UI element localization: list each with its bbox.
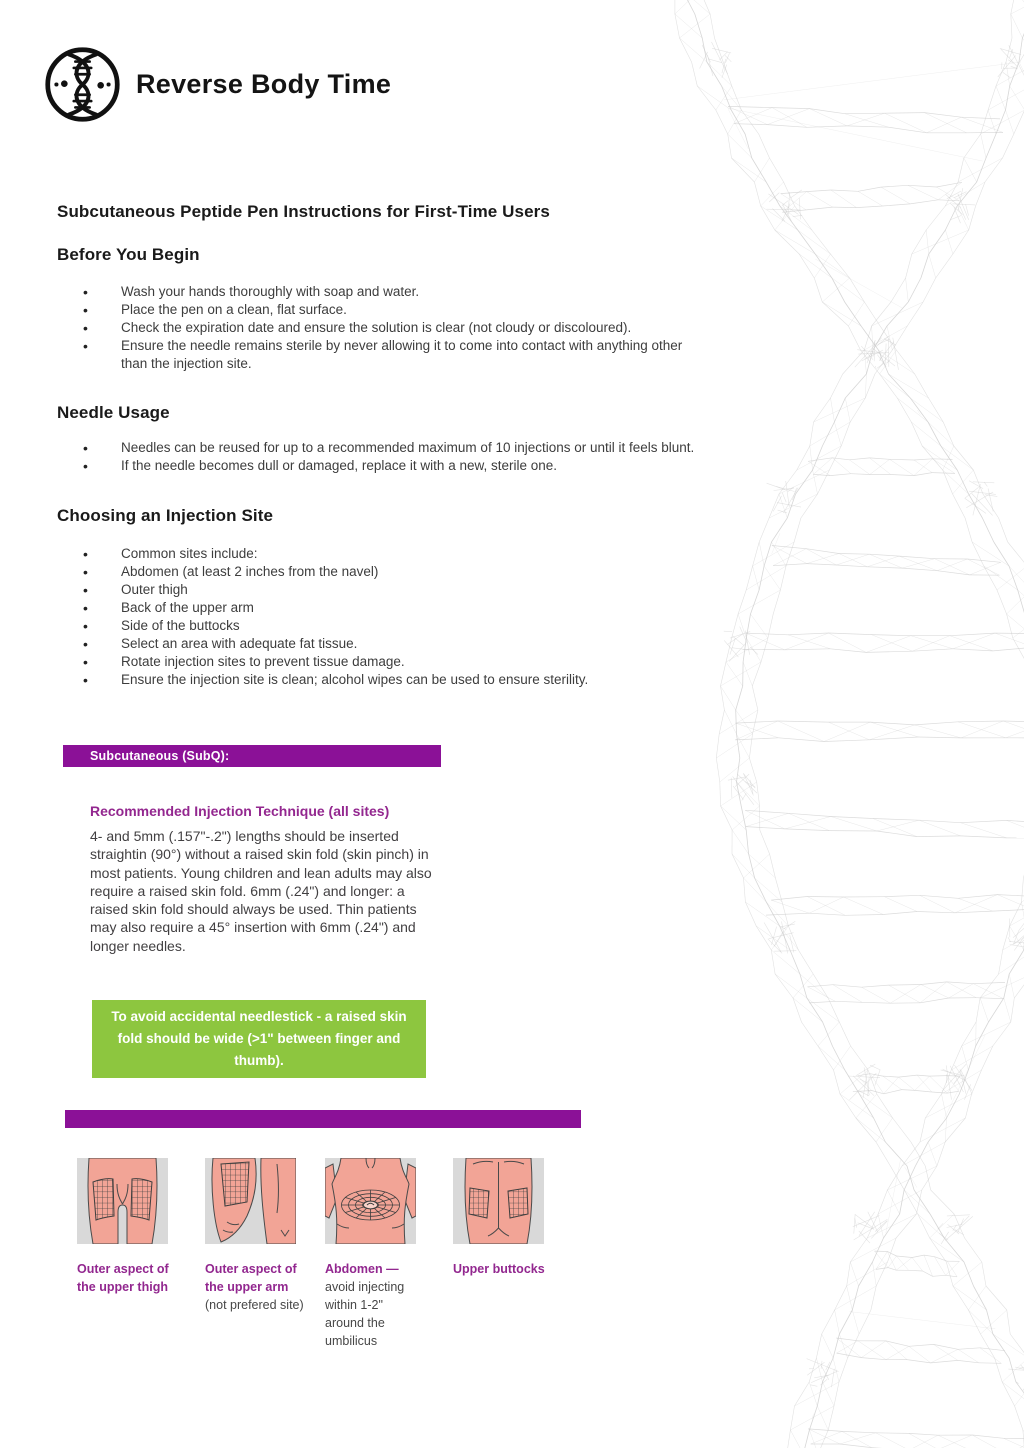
document-body (57, 195, 767, 1448)
bullet-item: • Wash your hands thoroughly with soap and water. (57, 283, 703, 301)
bullet-item: • Rotate injection sites to prevent tissue damage. (57, 653, 703, 671)
section-heading-injection-site: Choosing an Injection Site (57, 506, 274, 525)
before-you-begin-list (57, 283, 703, 373)
buttocks-illustration (453, 1158, 544, 1244)
brand-header (43, 45, 391, 124)
dna-logo-icon (43, 45, 122, 124)
figure-caption-title: Abdomen — (325, 1262, 399, 1276)
thigh-illustration (77, 1158, 168, 1244)
needlestick-warning-box: To avoid accidental needlestick - a raised skin fold should be wide (>1" between finger and thumb). (92, 1000, 426, 1078)
figure-caption-note: (not prefered site) (205, 1298, 304, 1312)
subq-banner: Subcutaneous (SubQ): (63, 745, 441, 767)
figure-upper-thigh (77, 1158, 181, 1296)
figure-caption-note: avoid injecting within 1-2" around the umbilicus (325, 1280, 405, 1348)
technique-body: 4- and 5mm (.157"-.2") lengths should be inserted straightin (90°) without a raised skin fold (skin pinch) in most patients. Young children and lean adults may also require a raised skin fold. 6mm (.24") and longer: a raised skin fold should always be used. Thin patients may also require a 45° insertion with 6mm (.24") and longer needles. (90, 828, 432, 954)
abdomen-illustration (325, 1158, 416, 1244)
bullet-item: • Needles can be reused for up to a recommended maximum of 10 injections or until it feels blunt. (57, 439, 703, 457)
bullet-item: • Outer thigh (57, 581, 703, 599)
figure-caption-title: Outer aspect of the upper thigh (77, 1262, 169, 1294)
divider-bar (65, 1110, 581, 1128)
figure-abdomen (325, 1158, 421, 1350)
bullet-item: • Ensure the needle remains sterile by never allowing it to come into contact with anything other than the injection site. (57, 337, 703, 373)
technique-block (90, 803, 442, 955)
bullet-item: • Place the pen on a clean, flat surface. (57, 301, 703, 319)
bullet-item: • If the needle becomes dull or damaged, replace it with a new, sterile one. (57, 457, 703, 475)
document-title: Subcutaneous Peptide Pen Instructions for First-Time Users (57, 202, 550, 221)
bullet-item: • Select an area with adequate fat tissue. (57, 635, 703, 653)
injection-site-list (57, 545, 703, 689)
bullet-item: • Ensure the injection site is clean; alcohol wipes can be used to ensure sterility. (57, 671, 703, 689)
needle-usage-list (57, 439, 703, 475)
figure-upper-buttocks (453, 1158, 563, 1278)
bullet-item: • Back of the upper arm (57, 599, 703, 617)
figure-caption-title: Upper buttocks (453, 1262, 545, 1276)
bullet-item: • Side of the buttocks (57, 617, 703, 635)
figure-upper-arm (205, 1158, 309, 1314)
technique-heading: Recommended Injection Technique (all sites) (90, 803, 390, 819)
arm-illustration (205, 1158, 296, 1244)
bullet-item: • Abdomen (at least 2 inches from the navel) (57, 563, 703, 581)
section-heading-before-you-begin: Before You Begin (57, 245, 200, 264)
bullet-item: • Common sites include: (57, 545, 703, 563)
figure-caption-title: Outer aspect of the upper arm (205, 1262, 297, 1294)
section-heading-needle-usage: Needle Usage (57, 403, 170, 422)
bullet-item: • Check the expiration date and ensure the solution is clear (not cloudy or discoloured). (57, 319, 703, 337)
brand-name: Reverse Body Time (136, 69, 392, 99)
